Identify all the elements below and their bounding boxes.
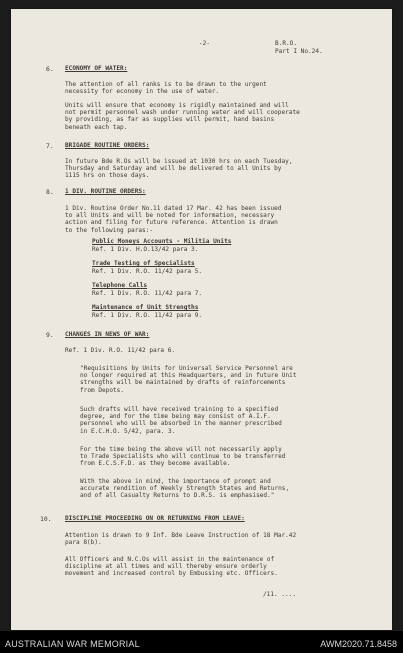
section-9-quote-1: "Requisitions by Units for Universal Service Personnel are no longer required at this Headquarters, and in future Unit strengths will be maintained by drafts of reinforcements from Depots. xyxy=(80,365,297,394)
section-9-number: 9. xyxy=(46,331,54,339)
section-9-title: CHANGES IN NEWS OF WAR: xyxy=(65,331,150,338)
section-10-paragraph-1: Attention is drawn to 9 Inf. Bde Leave Instruction of 18 Mar.42 para 8(b). xyxy=(65,532,297,547)
para-item-2-title: Trade Testing of Specialists xyxy=(92,260,195,267)
para-item-3-title: Telephone Calls xyxy=(92,282,148,289)
document-page xyxy=(11,9,392,630)
section-6-title: ECONOMY OF WATER: xyxy=(65,65,128,72)
footer-institution: AUSTRALIAN WAR MEMORIAL xyxy=(5,639,140,649)
page-number: -2- xyxy=(199,40,211,47)
para-item-1-title: Public Moneys Accounts - Militia Units xyxy=(92,238,232,245)
section-10-number: 10. xyxy=(40,515,52,523)
section-6-paragraph-2: Units will ensure that economy is rigidly maintained and will not permit personnel wash under running water and will cooperate by providing, as far as supplies will permit, hand basins beneath each tap. xyxy=(65,102,300,131)
section-7-title: BRIGADE ROUTINE ORDERS: xyxy=(65,142,150,149)
section-9-quote-2: Such drafts will have received training to a specified degree, and for the time being may consist of A.I.F. personnel who will be absorbed in the manner prescribed in E.C.H.O. 5/42, para. 3. xyxy=(80,406,282,435)
footer-bar xyxy=(0,631,403,653)
para-item-4-title: Maintenance of Unit Strengths xyxy=(92,304,199,311)
reference-line-2: Part I No.24. xyxy=(275,48,323,55)
section-8-title: 1 DIV. ROUTINE ORDERS: xyxy=(65,188,146,195)
section-6-number: 6. xyxy=(46,65,54,73)
section-7-paragraph-1: In future Bde R.Os will be issued at 1030 hrs on each Tuesday, Thursday and Saturday and will be delivered to all Units by 1115 hrs on those days. xyxy=(65,158,293,180)
section-8-number: 8. xyxy=(46,188,54,196)
para-item-1-ref: Ref. 1 Div. H.O.13/42 para 3. xyxy=(92,246,199,253)
section-6-paragraph-1: The attention of all ranks is to be drawn to the urgent necessity for economy in the use of water. xyxy=(65,81,267,96)
section-9-reference: Ref. 1 Div. R.O. 11/42 para 6. xyxy=(65,347,176,354)
reference-line-1: B.R.O. xyxy=(275,40,298,47)
section-10-title: DISCIPLINE PROCEEDING ON OR RETURNING FROM LEAVE: xyxy=(65,515,245,522)
section-7-number: 7. xyxy=(46,142,54,150)
footer-accession-number: AWM2020.71.8458 xyxy=(320,639,397,649)
section-9-quote-3: For the time being the above will not necessarily apply to Trade Specialists who will continue to be transferred from E.C.S.F.D. as they become available. xyxy=(80,446,286,468)
continuation-marker: /11. .... xyxy=(263,591,297,598)
section-8-paragraph-1: 1 Div. Routine Order No.11 dated 17 Mar. 42 has been issued to all Units and will be noted for information, necessary action and filing for future reference. Attention is drawn to the following paras:- xyxy=(65,205,282,234)
para-item-4-ref: Ref. 1 Div. R.O. 11/42 para 9. xyxy=(92,312,203,319)
para-item-3-ref: Ref. 1 Div. R.O. 11/42 para 7. xyxy=(92,290,203,297)
para-item-2-ref: Ref. 1 Div. R.O. 11/42 para 5. xyxy=(92,268,203,275)
section-9-quote-4: With the above in mind, the importance of prompt and accurate rendition of Weekly Strength States and Returns, and of all Casualty Returns to D.R.S. is emphasised." xyxy=(80,478,290,500)
section-10-paragraph-2: All Officers and N.C.Os will assist in the maintenance of discipline at all times and will thereby ensure orderly movement and increased control by Embussing etc. Officers. xyxy=(65,556,278,578)
